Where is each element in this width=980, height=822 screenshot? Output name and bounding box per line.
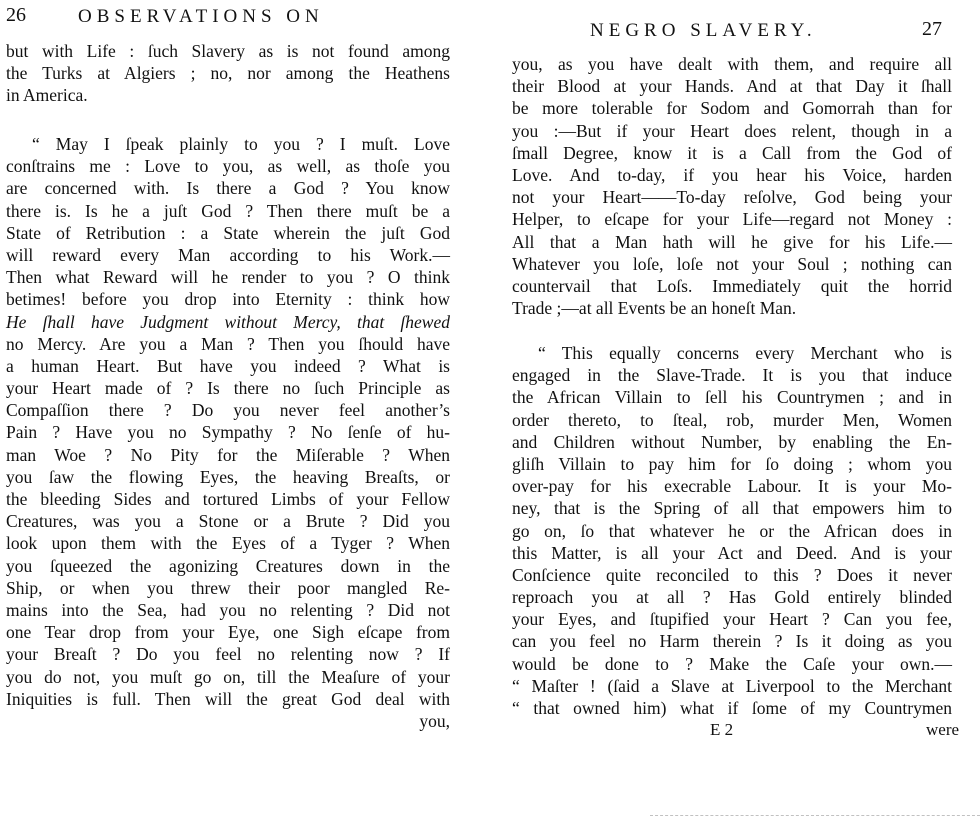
page-number: 26 — [6, 4, 26, 26]
text-line: the Turks at Algiers ; no, nor among the Heathens — [6, 63, 450, 84]
text-line: be more tolerable for Sodom and Gomorrah than for — [512, 98, 952, 119]
text-line: Then what Reward will he render to you ? O think — [6, 267, 450, 288]
paragraph — [512, 53, 952, 319]
text-line: Whatever you loſe, loſe not your Soul ; nothing can — [512, 253, 952, 274]
text-line: countervail that Loſs. Immediately quit the horrid — [512, 275, 952, 296]
text-line: ney, that is the Spring of all that empowers him to — [512, 498, 952, 519]
paragraph — [6, 40, 450, 107]
text-line: “ that owned him) what if ſome of my Countrymen — [512, 698, 952, 718]
right-page — [490, 0, 980, 822]
text-line: Trade ;—at all Events be an honeſt Man. — [512, 298, 797, 319]
text-line: your Breaſt ? Do you feel no relenting now ? If — [6, 644, 450, 665]
text-line: can you feel no Harm therein ? Is it doing as you — [512, 631, 952, 652]
text-line: Helper, to eſcape for your Life—regard not Money : — [512, 209, 952, 230]
running-head: NEGRO SLAVERY. — [590, 20, 817, 41]
text-line: ſmall Degree, know it is a Call from the God of — [512, 142, 952, 163]
signature-mark: E 2 — [710, 720, 734, 739]
text-line: this Matter, is all your Act and Deed. And is your — [512, 542, 952, 563]
text-line: go on, ſo that whatever he or the African does in — [512, 520, 952, 541]
text-line: Pain ? Have you no Sympathy ? No ſenſe of hu- — [6, 422, 450, 443]
text-line: reproach you at all ? Has Gold entirely blinded — [512, 587, 952, 608]
text-line: “ May I ſpeak plainly to you ? I muſt. Love — [32, 134, 450, 154]
catchword: were — [926, 720, 960, 739]
text-line: Compaſſion there ? Do you never feel another’s — [6, 400, 450, 421]
text-line: and Children without Number, by enabling the En- — [512, 431, 952, 452]
text-line: you do not, you muſt go on, till the Meaſure of your — [6, 666, 450, 687]
text-line: Conſcience quite reconciled to this ? Does it never — [512, 564, 952, 585]
text-line: the African Villain to ſell his Countrymen ; and in — [512, 387, 952, 408]
text-line: you, as you have dealt with them, and require all — [512, 54, 952, 74]
text-line: Ship, or when you threw their poor mangled Re- — [6, 577, 450, 598]
page-number: 27 — [922, 18, 942, 40]
text-line: order thereto, to ſteal, rob, murder Men, Women — [512, 409, 952, 430]
text-line: Creatures, was you a Stone or a Brute ? Did you — [6, 511, 450, 532]
text-line: but with Life : ſuch Slavery as is not found among — [6, 41, 450, 61]
text-line: your Heart made of ? Is there no ſuch Principle as — [6, 378, 450, 399]
text-line: there is. Is he a juſt God ? Then there muſt be a — [6, 200, 450, 221]
text-line: gliſh Villain to pay him for ſo doing ; whom you — [512, 453, 952, 474]
text-line: conſtrains me : Love to you, as well, as thoſe you — [6, 156, 450, 177]
text-line: man Woe ? No Pity for the Miſerable ? When — [6, 444, 450, 465]
text-line: are concerned with. Is there a God ? You know — [6, 178, 450, 199]
text-line: will reward every Man according to his Work.— — [6, 244, 450, 265]
catchword: you, — [419, 710, 450, 731]
text-line: look upon them with the Eyes of a Tyger ? When — [6, 533, 450, 554]
text-line: Iniquities is full. Then will the great God deal with — [6, 688, 450, 709]
running-head: OBSERVATIONS ON — [78, 6, 324, 27]
text-line: your Eyes, and ſtupified your Heart ? Can you fee, — [512, 609, 952, 630]
text-line: State of Retribution : a State wherein the juſt God — [6, 222, 450, 243]
text-line: Love. And to-day, if you hear his Voice, harden — [512, 164, 952, 185]
text-line: would be done to ? Make the Caſe your own.— — [512, 653, 952, 674]
text-line: not your Heart——To-day reſolve, God being your — [512, 187, 952, 208]
text-line: betimes! before you drop into Eternity : think how — [6, 289, 450, 310]
text-line: you ſqueezed the agonizing Creatures down in the — [6, 555, 450, 576]
text-line: no Mercy. Are you a Man ? Then you ſhould have — [6, 333, 450, 354]
text-line-italic: He ſhall have Judgment without Mercy, that ſhewed — [6, 311, 450, 332]
text-line: in America. — [6, 85, 88, 106]
paragraph — [6, 133, 450, 732]
text-line: mains into the Sea, had you no relenting ? Did not — [6, 599, 450, 620]
paragraph — [512, 342, 952, 719]
text-line: All that a Man hath will he give for his Life.— — [512, 231, 952, 252]
text-line: over-pay for his execrable Labour. It is your Mo- — [512, 476, 952, 497]
text-line: “ Maſter ! (ſaid a Slave at Liverpool to the Merchant — [512, 675, 952, 696]
scan-smudge — [650, 815, 980, 817]
text-line: “ This equally concerns every Merchant who is — [538, 343, 952, 363]
text-line: you :—But if your Heart does relent, though in a — [512, 120, 952, 141]
text-line: the bleeding Sides and tortured Limbs of your Fellow — [6, 489, 450, 509]
text-line: a human Heart. But have you indeed ? What is — [6, 355, 450, 376]
text-line: you ſaw the flowing Eyes, the heaving Breaſts, or — [6, 466, 450, 487]
text-line: one Tear drop from your Eye, one Sigh eſcape from — [6, 622, 450, 643]
text-line: engaged in the Slave-Trade. It is you that induce — [512, 365, 952, 386]
text-line: their Blood at your Hands. And at that Day it ſhall — [512, 76, 952, 97]
